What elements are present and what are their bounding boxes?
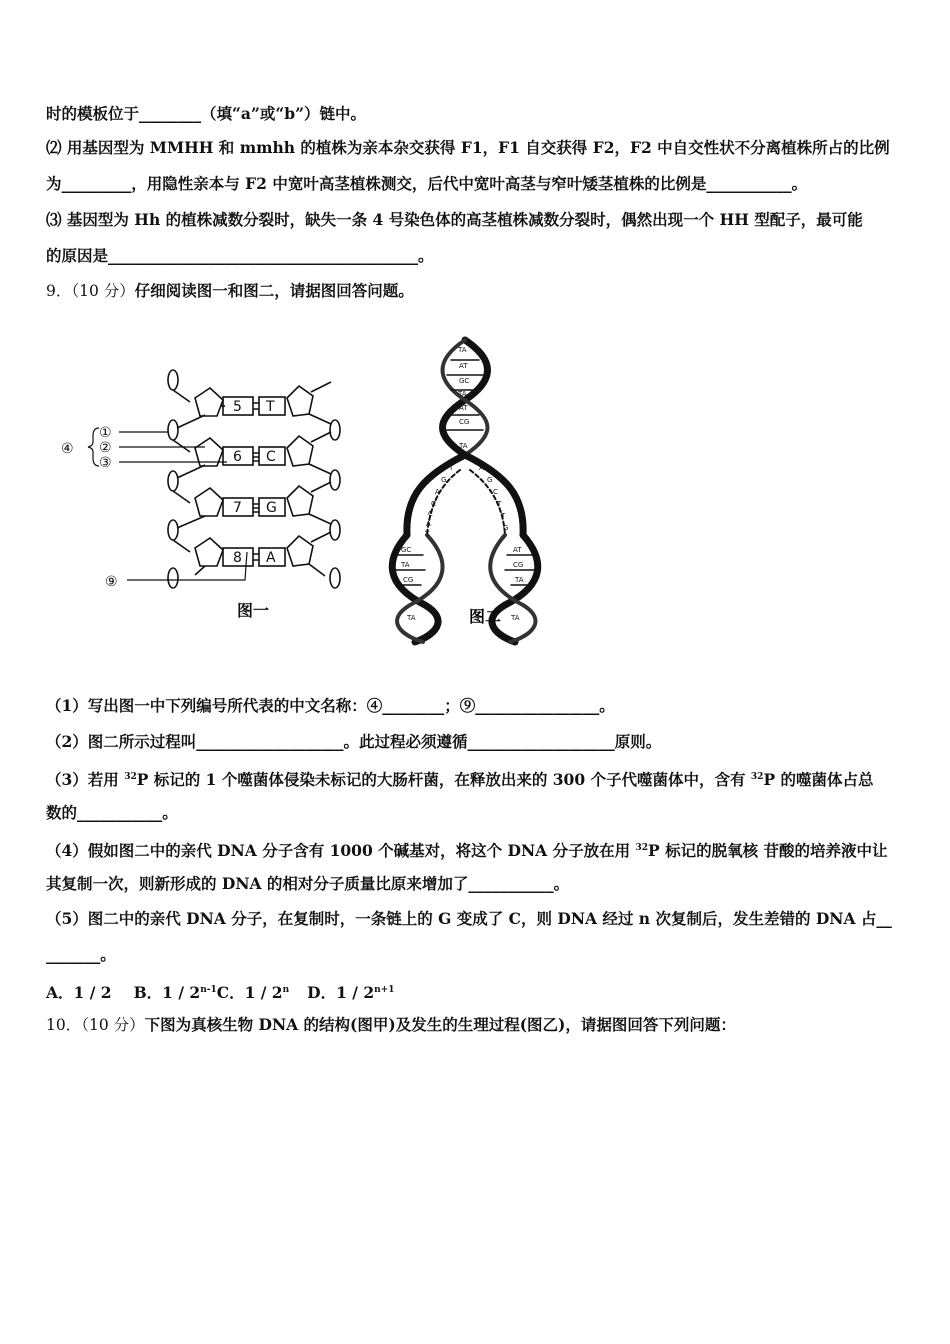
answer-options xyxy=(46,980,394,1003)
text-line-1: 时的模板位于________（填“a”或“b”）链中。 xyxy=(46,104,367,123)
text-line-3: 为_________，用隐性亲本与 F2 中宽叶高茎植株测交，后代中宽叶高茎与窄叶矮茎植株的比例是___________。 xyxy=(46,174,808,193)
phosphate-left xyxy=(168,420,178,440)
strand-base: A xyxy=(435,488,440,496)
superscript-32: 32 xyxy=(124,772,137,782)
base-g: G xyxy=(266,500,277,516)
question-9-2: （2）图二所示过程叫___________________。此过程必须遵循___________________原则。 xyxy=(46,732,662,751)
option-a: A．1 / 2 xyxy=(46,983,112,1002)
text-line-5: 的原因是________________________________________。 xyxy=(46,246,434,265)
base-a: A xyxy=(266,550,276,566)
phosphate-left xyxy=(168,370,178,390)
number-6: 6 xyxy=(233,449,242,465)
question-9-5: （5）图二中的亲代 DNA 分子，在复制时，一条链上的 G 变成了 C，则 DNA 经过 n 次复制后，发生差错的 DNA 占__ xyxy=(46,909,892,928)
label-1: ① xyxy=(99,425,112,441)
text-line-4: ⑶ 基因型为 Hh 的植株减数分裂时，缺失一条 4 号染色体的高茎植株减数分裂时，偶然出现一个 HH 型配子，最可能 xyxy=(46,210,863,229)
label-9: ⑨ xyxy=(105,574,118,590)
deoxyribose xyxy=(195,538,223,566)
deoxyribose xyxy=(195,388,223,416)
phosphate-left xyxy=(168,520,178,540)
pair-label: CG xyxy=(513,561,524,569)
superscript-32: 32 xyxy=(750,772,764,782)
deoxyribose xyxy=(287,386,313,416)
phosphate-left xyxy=(168,471,178,491)
strand-base: G xyxy=(441,476,447,484)
base-t: T xyxy=(266,399,275,415)
pair-label: TA xyxy=(458,390,467,398)
strand-base: T xyxy=(501,512,506,520)
deoxyribose xyxy=(287,486,313,516)
strand-base: A xyxy=(426,520,431,528)
pair-label: TA xyxy=(511,614,520,622)
question-9-1: （1）写出图一中下列编号所代表的中文名称：④________；⑨________________。 xyxy=(46,696,615,715)
number-5: 5 xyxy=(233,399,242,415)
option-c: C．1 / 2 xyxy=(216,983,283,1002)
pair-label: AT xyxy=(459,362,468,370)
strand-base: A xyxy=(479,464,484,472)
strand-base: C xyxy=(431,500,436,508)
phosphate-right xyxy=(330,470,340,490)
question-9-5-cont: _______。 xyxy=(46,945,116,964)
pair-label: CG xyxy=(459,418,470,426)
strand-base: G xyxy=(487,476,493,484)
question-9-3-cont: 数的___________。 xyxy=(46,803,178,822)
q9-4-part-b: P 标记的脱氧核 苷酸的培养液中让 xyxy=(648,841,888,860)
deoxyribose xyxy=(287,536,313,566)
strand-base: G xyxy=(503,524,509,532)
question-text: 下图为真核生物 DNA 的结构(图甲)及发生的生理过程(图乙)，请据图回答下列问题： xyxy=(144,1015,736,1034)
pair-label: TA xyxy=(458,346,467,354)
pair-label: TA xyxy=(407,614,416,622)
q9-3-part-a: （3）若用 xyxy=(46,770,125,789)
label-2: ② xyxy=(99,440,112,456)
figure-two xyxy=(392,340,537,642)
dna-figures xyxy=(55,330,615,650)
option-c-exponent: n xyxy=(282,985,290,995)
question-9-4-cont: 其复制一次，则新形成的 DNA 的相对分子质量比原来增加了___________。 xyxy=(46,874,570,893)
question-text: 仔细阅读图一和图二，请据图回答问题。 xyxy=(134,281,414,300)
q9-4-part-a: （4）假如图二中的亲代 DNA 分子含有 1000 个碱基对，将这个 DNA 分子放在用 xyxy=(46,841,636,860)
pair-label: TA xyxy=(459,442,468,450)
q9-3-part-c: P 的噬菌体占总 xyxy=(763,770,874,789)
phosphate-right xyxy=(330,520,340,540)
pair-label: TA xyxy=(401,561,410,569)
option-b: B．1 / 2 xyxy=(133,983,201,1002)
strand-base: C xyxy=(428,510,433,518)
q9-3-part-b: P 标记的 1 个噬菌体侵染未标记的大肠杆菌，在释放出来的 300 个子代噬菌体中，含有 xyxy=(136,770,751,789)
phosphate-right xyxy=(330,568,340,588)
pair-label: AT xyxy=(459,404,468,412)
pair-label: AT xyxy=(513,546,522,554)
number-7: 7 xyxy=(233,500,242,516)
option-b-exponent: n-1 xyxy=(200,985,217,995)
option-d: D．1 / 2 xyxy=(307,983,375,1002)
option-d-exponent: n+1 xyxy=(374,985,395,995)
phosphate-right xyxy=(330,420,340,440)
strand-base: T xyxy=(497,500,502,508)
question-number: 9．（10 分） xyxy=(46,282,135,300)
strand-base: T xyxy=(449,464,454,472)
deoxyribose xyxy=(195,488,223,516)
figure-one-label: 图一 xyxy=(237,601,270,620)
figure-one xyxy=(88,370,340,588)
question-9-heading xyxy=(46,281,414,301)
strand-base: C xyxy=(493,488,498,496)
deoxyribose xyxy=(287,436,313,466)
figure-two-label: 图二 xyxy=(469,607,502,626)
pair-label: CG xyxy=(403,576,414,584)
bracket xyxy=(88,428,99,466)
pair-label: GC xyxy=(459,377,470,385)
phosphate-left xyxy=(168,568,178,588)
question-10-heading xyxy=(46,1015,736,1035)
base-c: C xyxy=(266,449,276,465)
label-4: ④ xyxy=(61,441,74,457)
label-3: ③ xyxy=(99,455,112,471)
question-9-3 xyxy=(46,767,874,790)
question-number: 10．（10 分） xyxy=(46,1016,145,1034)
superscript-32: 32 xyxy=(635,843,649,853)
pair-label: TA xyxy=(515,576,524,584)
pair-label: GC xyxy=(401,546,412,554)
text-line-2: ⑵ 用基因型为 MMHH 和 mmhh 的植株为亲本杂交获得 F1，F1 自交获得 F2，F2 中自交性状不分离植株所占的比例 xyxy=(46,138,890,157)
question-9-4 xyxy=(46,838,887,861)
number-8: 8 xyxy=(233,550,242,566)
strand-base: T xyxy=(425,530,430,538)
